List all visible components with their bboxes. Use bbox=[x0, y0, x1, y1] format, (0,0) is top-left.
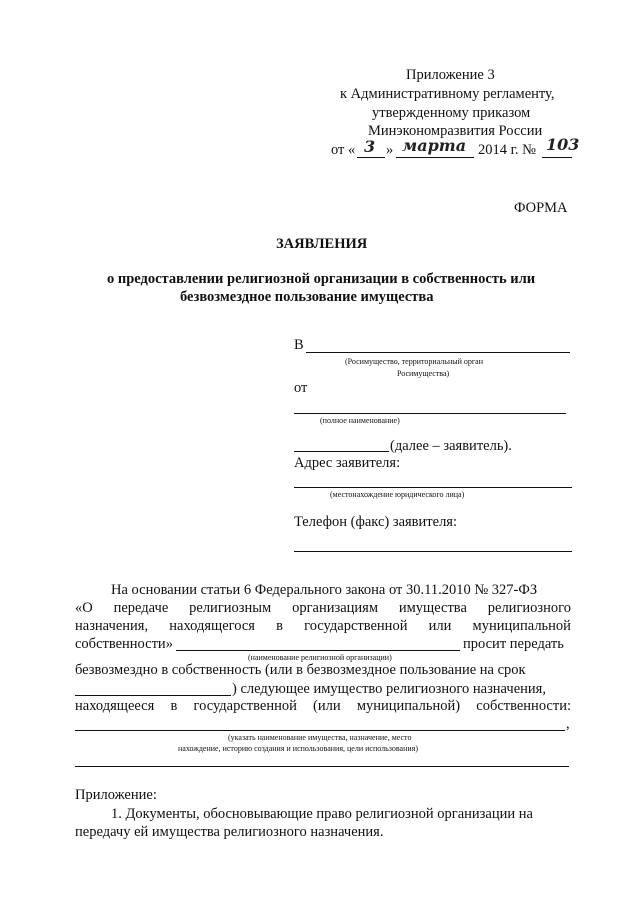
number-underline bbox=[542, 157, 572, 158]
word: находящееся bbox=[75, 698, 155, 714]
applicant-note: (далее – заявитель). bbox=[390, 438, 512, 454]
organization-name-field[interactable] bbox=[176, 650, 460, 651]
recipient-field[interactable] bbox=[306, 352, 570, 353]
word: передаче bbox=[113, 600, 169, 616]
date-prefix: от « bbox=[331, 142, 356, 158]
sender-hint: (полное наименование) bbox=[320, 416, 400, 425]
appendix-ministry: Минэкономразвития России bbox=[368, 123, 543, 139]
sender-label: от bbox=[294, 380, 308, 396]
date-month: марта bbox=[402, 136, 467, 155]
appendix-approved: утвержденному приказом bbox=[372, 105, 531, 121]
appendix-number: Приложение 3 bbox=[406, 67, 495, 83]
word: или bbox=[428, 618, 452, 634]
attachment-item-1-line1: 1. Документы, обосновывающие право религиозной организации на bbox=[111, 806, 533, 822]
property-hint-line2: нахождение, историю создания и использования, цели использования) bbox=[178, 744, 419, 753]
date-year: 2014 г. № bbox=[478, 142, 537, 158]
document-subtitle-line2: безвозмездное пользование имущества bbox=[180, 289, 434, 305]
property-description-field[interactable] bbox=[75, 730, 565, 731]
form-label: ФОРМА bbox=[514, 200, 568, 216]
date-month-open: » bbox=[386, 142, 394, 158]
body-line-6: ) следующее имущество религиозного назначения, bbox=[232, 681, 546, 697]
property-hint-line1: (указать наименование имущества, назначение, место bbox=[228, 733, 412, 742]
recipient-hint-line1: (Росимущество, территориальный орган bbox=[345, 357, 483, 366]
document-title: ЗАЯВЛЕНИЯ bbox=[276, 236, 368, 252]
word: (или bbox=[313, 698, 341, 714]
address-label: Адрес заявителя: bbox=[294, 455, 401, 471]
order-number: 103 bbox=[546, 135, 580, 154]
sender-field[interactable] bbox=[294, 413, 566, 414]
word: государственной bbox=[193, 698, 297, 714]
date-day: 3 bbox=[364, 137, 376, 156]
body-line-1: На основании статьи 6 Федерального закона от 30.11.2010 № 327-ФЗ bbox=[111, 582, 538, 598]
term-field[interactable] bbox=[75, 695, 231, 696]
address-field[interactable] bbox=[294, 487, 572, 488]
word: муниципальной) bbox=[356, 698, 461, 714]
document-subtitle-line1: о предоставлении религиозной организации в собственность или bbox=[107, 271, 536, 287]
property-comma: , bbox=[566, 716, 570, 732]
recipient-hint-line2: Росимущества) bbox=[397, 369, 450, 378]
word: организациям bbox=[292, 600, 378, 616]
address-hint: (местонахождение юридического лица) bbox=[330, 490, 465, 499]
word: «О bbox=[75, 600, 93, 616]
body-line-4-end: просит передать bbox=[463, 636, 564, 652]
word: религиозного bbox=[487, 600, 571, 616]
attachment-item-1-line2: передачу ей имущества религиозного назначения. bbox=[75, 824, 384, 840]
body-line-2 bbox=[75, 600, 571, 617]
word: в bbox=[276, 618, 283, 634]
word: религиозным bbox=[189, 600, 272, 616]
word: в bbox=[170, 698, 178, 714]
body-line-5: безвозмездно в собственность (или в безвозмездное пользование на срок bbox=[75, 662, 526, 678]
month-underline bbox=[396, 157, 474, 158]
attachments-label: Приложение: bbox=[75, 787, 157, 803]
body-line-3 bbox=[75, 618, 571, 635]
recipient-label: В bbox=[294, 337, 304, 353]
day-underline bbox=[357, 157, 385, 158]
word: имущества bbox=[398, 600, 467, 616]
property-description-field-2[interactable] bbox=[75, 766, 569, 767]
word: муниципальной bbox=[472, 618, 571, 634]
phone-label: Телефон (факс) заявителя: bbox=[294, 514, 457, 530]
body-line-7 bbox=[75, 698, 571, 715]
word: собственности: bbox=[476, 698, 571, 714]
appendix-regulation: к Административному регламенту, bbox=[340, 86, 555, 102]
word: назначения, bbox=[75, 618, 149, 634]
organization-hint: (наименование религиозной организации) bbox=[248, 653, 392, 662]
body-line-4-start: собственности» bbox=[75, 636, 173, 652]
word: находящегося bbox=[169, 618, 255, 634]
applicant-field[interactable] bbox=[294, 451, 389, 452]
phone-field[interactable] bbox=[294, 551, 572, 552]
word: государственной bbox=[304, 618, 408, 634]
